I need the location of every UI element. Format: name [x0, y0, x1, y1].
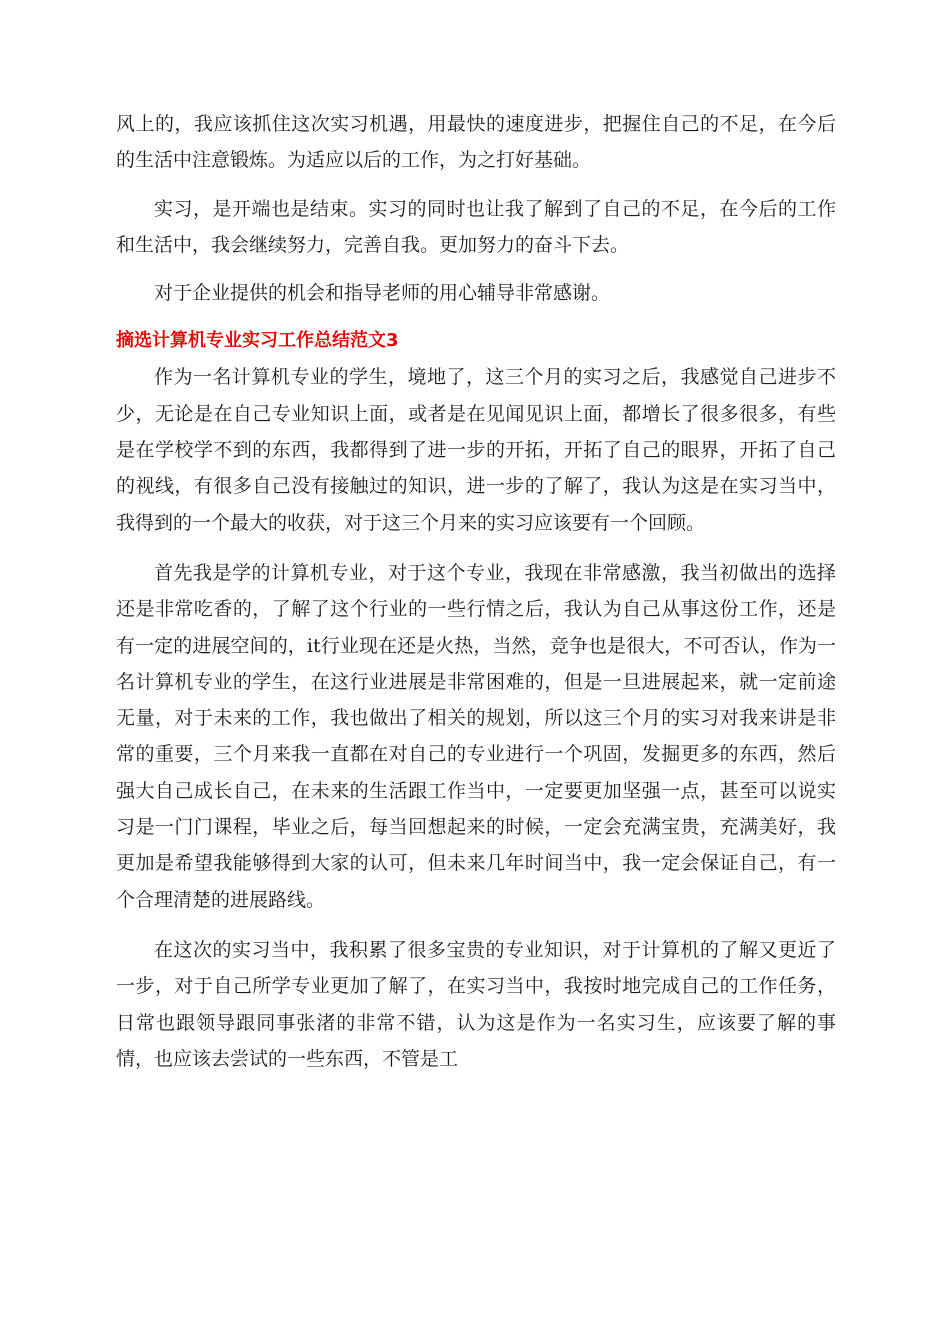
paragraph-major: 首先我是学的计算机专业，对于这个专业，我现在非常感激，我当初做出的选择还是非常吃香的，了解了这个行业的一些行情之后，我认为自己从事这份工作，还是有一定的进展空间的，it行业现在还是火热，当然，竞争也是很大，不可否认，作为一名计算机专业的学生，在这行业进展是非常困难的，但是一旦进展起来，就一定前途无量，对于未来的工作，我也做出了相关的规划，所以这三个月的实习对我来讲是非常的重要，三个月来我一直都在对自己的专业进行一个巩固，发掘更多的东西，然后强大自己成长自己，在未来的生活跟工作当中，一定要更加坚强一点，甚至可以说实习是一门门课程，毕业之后，每当回想起来的时候，一定会充满宝贵，充满美好，我更加是希望我能够得到大家的认可，但未来几年时间当中，我一定会保证自己，有一个合理清楚的进展路线。 [116, 561, 836, 911]
paragraph-knowledge: 在这次的实习当中，我积累了很多宝贵的专业知识，对于计算机的了解又更近了一步，对于自己所学专业更加了解了，在实习当中，我按时地完成自己的工作任务，日常也跟领导跟同事张渚的非常不错，认为这是作为一名实习生，应该要了解的事情，也应该去尝试的一些东西，不管是工 [116, 938, 836, 1070]
paragraph-thanks: 对于企业提供的机会和指导老师的用心辅导非常感谢。 [154, 282, 611, 305]
paragraph-intro: 作为一名计算机专业的学生，境地了，这三个月的实习之后，我感觉自己进步不少，无论是在自己专业知识上面，或者是在见闻见识上面，都增长了很多很多，有些是在学校学不到的东西，我都得到了进一步的开拓，开拓了自己的眼界，开拓了自己的视线，有很多自己没有接触过的知识，进一步的了解了，我认为这是在实习当中，我得到的一个最大的收获，对于这三个月来的实习应该要有一个回顾。 [116, 366, 836, 534]
paragraph-continuation: 风上的，我应该抓住这次实习机遇，用最快的速度进步，把握住自己的不足，在今后的生活中注意锻炼。为适应以后的工作，为之打好基础。 [116, 113, 836, 172]
section-heading: 摘选计算机专业实习工作总结范文3 [116, 330, 399, 352]
paragraph-internship-reflection: 实习，是开端也是结束。实习的同时也让我了解到了自己的不足，在今后的工作和生活中，我会继续努力，完善自我。更加努力的奋斗下去。 [116, 197, 836, 256]
document-page [116, 106, 836, 1077]
